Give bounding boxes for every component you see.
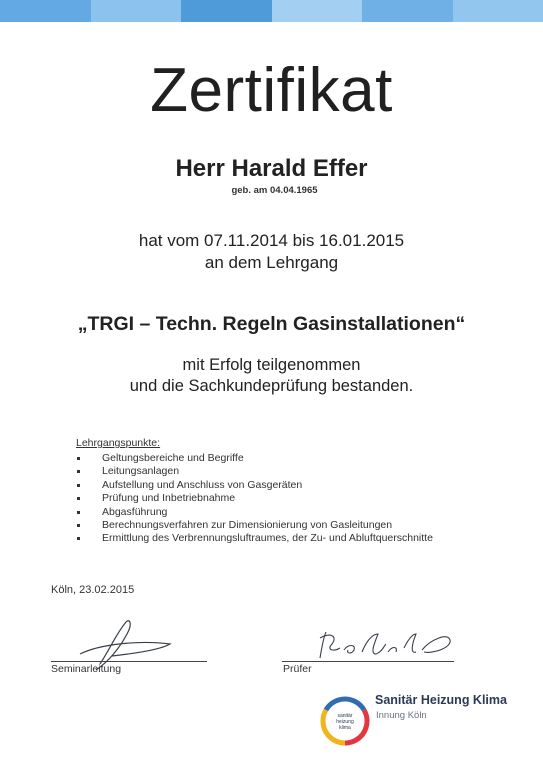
topic-text: Leitungsanlagen (102, 465, 180, 478)
list-item (76, 479, 433, 492)
topic-text: Ermittlung des Verbrennungsluftraumes, der Zu- und Abluftquerschnitte (102, 532, 433, 545)
list-item (76, 519, 433, 532)
guild-logo-icon (320, 696, 370, 746)
result-line-2: und die Sachkundeprüfung bestanden. (129, 377, 414, 395)
course-period: hat vom 07.11.2014 bis 16.01.2015 (138, 231, 405, 250)
signature-pruefer (312, 624, 462, 670)
bullet-icon (77, 484, 80, 487)
list-item (76, 506, 433, 519)
band-segment (0, 0, 91, 22)
list-item (76, 452, 433, 465)
topic-text: Geltungsbereiche und Begriffe (102, 452, 244, 464)
topic-text: Abgasführung (102, 505, 168, 518)
bullet-icon (77, 457, 80, 460)
bullet-icon (77, 524, 80, 527)
topics-list (76, 452, 433, 546)
bullet-icon (77, 497, 80, 500)
bullet-icon (77, 537, 80, 540)
list-item (76, 492, 433, 505)
result-line-1: mit Erfolg teilgenommen (182, 356, 361, 374)
logo-title: Sanitär Heizung Klima (375, 693, 507, 707)
band-segment (181, 0, 272, 22)
signature-label-left: Seminarleitung (51, 663, 122, 675)
list-item (76, 532, 433, 545)
signature-label-right: Prüfer (283, 663, 312, 675)
bullet-icon (77, 511, 80, 514)
course-name: „TRGI – Techn. Regeln Gasinstallationen“ (77, 313, 466, 335)
topics-heading: Lehrgangspunkte: (76, 437, 161, 449)
place-date: Köln, 23.02.2015 (51, 584, 135, 596)
topic-text: Prüfung und Inbetriebnahme (102, 492, 236, 505)
band-segment (91, 0, 182, 22)
band-segment (272, 0, 363, 22)
topic-text: Berechnungsverfahren zur Dimensionierung von Gasleitungen (102, 519, 393, 532)
top-color-band (0, 0, 543, 22)
logo-circle-text-1: sanitär (337, 713, 353, 719)
logo-circle-text-2: heizung (336, 719, 354, 725)
signature-line-left (51, 661, 207, 662)
band-segment (362, 0, 453, 22)
band-segment (453, 0, 543, 22)
bullet-icon (77, 470, 80, 473)
recipient-name: Herr Harald Effer (175, 155, 368, 182)
topic-text: Aufstellung und Anschluss von Gasgeräten (102, 478, 303, 491)
birth-date: geb. am 04.04.1965 (231, 185, 318, 196)
logo-subtitle: Innung Köln (376, 710, 427, 721)
certificate-title: Zertifikat (150, 56, 393, 125)
logo-circle-text-3: klima (339, 725, 351, 731)
list-item (76, 465, 433, 478)
signature-line-right (282, 661, 454, 662)
course-intro: an dem Lehrgang (204, 253, 339, 272)
